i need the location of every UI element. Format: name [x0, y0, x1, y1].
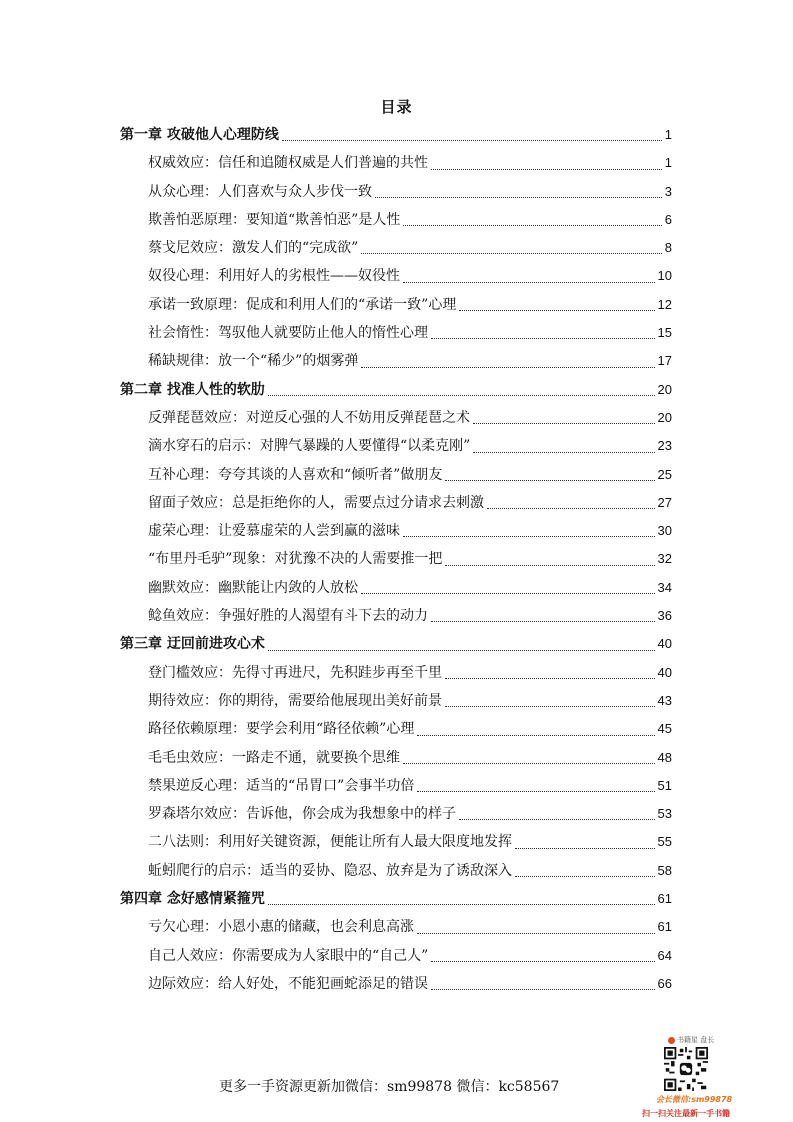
toc-chapter-entry[interactable] [120, 376, 672, 404]
brand-logo-icon [668, 1037, 675, 1044]
toc-chapter-entry[interactable] [120, 121, 672, 149]
toc-entry-label: “布里丹毛驴”现象：对犹豫不决的人需要推一把 [148, 551, 443, 568]
toc-entry-label: 稀缺规律：放一个“稀少”的烟雾弹 [148, 353, 359, 370]
toc-dot-leader [375, 197, 662, 198]
toc-section-entry[interactable] [120, 715, 672, 743]
toc-page-number: 6 [664, 211, 672, 227]
toc-entry-label: 二八法则：利用好关键资源，便能让所有人最大限度地发挥 [148, 834, 512, 851]
toc-entry-label: 禁果逆反心理：适当的“吊胃口”会事半功倍 [148, 777, 415, 794]
toc-page-number: 3 [664, 183, 672, 199]
toc-section-entry[interactable] [120, 489, 672, 517]
toc-page-number: 48 [657, 749, 672, 765]
toc-entry-label: 自己人效应：你需要成为人家眼中的“自己人” [148, 947, 429, 964]
toc-page-number: 66 [657, 975, 672, 991]
toc-section-entry[interactable] [120, 828, 672, 856]
toc-section-entry[interactable] [120, 800, 672, 828]
toc-dot-leader [431, 621, 655, 622]
toc-page-number: 58 [657, 862, 672, 878]
toc-page-number: 51 [657, 777, 672, 793]
toc-entry-label: 路径依赖原理：要学会利用“路径依赖”心理 [148, 721, 415, 738]
toc-page-number: 36 [657, 608, 672, 624]
toc-section-entry[interactable] [120, 404, 672, 432]
toc-dot-leader [431, 989, 655, 990]
toc-dot-leader [459, 310, 654, 311]
qr-header [668, 1035, 714, 1045]
toc-section-entry[interactable] [120, 970, 672, 998]
toc-dot-leader [431, 169, 662, 170]
toc-chapter-entry[interactable] [120, 630, 672, 658]
toc-section-entry[interactable] [120, 602, 672, 630]
toc-entry-label: 第二章 找准人性的软肋 [120, 381, 265, 398]
toc-section-entry[interactable] [120, 942, 672, 970]
toc-entry-label: 第一章 攻破他人心理防线 [120, 127, 279, 143]
toc-section-entry[interactable] [120, 206, 672, 234]
qr-wechat-label: 会长微信:sm99878 [656, 1095, 733, 1104]
toc-section-entry[interactable] [120, 432, 672, 460]
toc-entry-label: 滴水穿石的启示：对脾气暴躁的人要懂得“以柔克刚” [148, 438, 471, 455]
footer-contact-text: 更多一手资源更新加微信：sm99878 微信：kc58567 [219, 1079, 560, 1095]
toc-page-number: 12 [657, 296, 672, 312]
toc-entry-label: 留面子效应：总是拒绝你的人，需要点过分请求去刺激 [148, 494, 484, 511]
toc-dot-leader [282, 140, 662, 141]
toc-dot-leader [403, 282, 655, 283]
toc-page-number: 64 [657, 947, 672, 963]
toc-section-entry[interactable] [120, 262, 672, 290]
qr-scan-label: 扫一扫关注最新一手书籍 [642, 1109, 730, 1118]
toc-section-entry[interactable] [120, 461, 672, 489]
toc-section-entry[interactable] [120, 178, 672, 206]
toc-entry-label: 鲶鱼效应：争强好胜的人渴望有斗下去的动力 [148, 608, 428, 625]
toc-entry-label: 幽默效应：幽默能让内敛的人放松 [148, 579, 358, 596]
toc-dot-leader [268, 904, 655, 905]
toc-dot-leader [417, 791, 654, 792]
toc-dot-leader [268, 395, 655, 396]
toc-page-number: 32 [657, 551, 672, 567]
toc-dot-leader [445, 480, 654, 481]
toc-entry-label: 第四章 念好感情紧箍咒 [120, 891, 265, 908]
toc-entry-label: 登门槛效应：先得寸再进尺，先积跬步再至千里 [148, 664, 442, 681]
toc-page-number: 20 [657, 381, 672, 397]
qr-header-label: 书籍星 盘长 [677, 1036, 715, 1044]
toc-entry-label: 蔡戈尼效应：激发人们的“完成欲” [148, 240, 359, 257]
toc-page-number: 55 [657, 834, 672, 850]
toc-dot-leader [445, 678, 655, 679]
toc-dot-leader [417, 933, 655, 934]
toc-entry-label: 毛毛虫效应：一路走不通，就要换个思维 [148, 749, 400, 766]
toc-section-entry[interactable] [120, 913, 672, 941]
toc-dot-leader [431, 961, 654, 962]
toc-page-number: 10 [657, 268, 672, 284]
toc-dot-leader [473, 452, 654, 453]
page-title: 目录 [380, 98, 413, 116]
toc-page-number: 17 [657, 353, 672, 369]
toc-section-entry[interactable] [120, 149, 672, 177]
toc-section-entry[interactable] [120, 772, 672, 800]
toc-entry-label: 反弹琵琶效应：对逆反心强的人不妨用反弹琵琶之术 [148, 409, 470, 426]
toc-section-entry[interactable] [120, 687, 672, 715]
toc-entry-label: 奴役心理：利用好人的劣根性——奴役性 [148, 268, 400, 285]
toc-entry-label: 虚荣心理：让爱慕虚荣的人尝到赢的滋味 [148, 523, 400, 540]
toc-dot-leader [361, 367, 654, 368]
toc-entry-label: 期待效应：你的期待，需要给他展现出美好前景 [148, 692, 442, 709]
toc-page-number: 34 [657, 579, 672, 595]
toc-page-number: 61 [657, 891, 672, 907]
toc-dot-leader [361, 593, 655, 594]
toc-section-entry[interactable] [120, 857, 672, 885]
toc-dot-leader [431, 338, 655, 339]
toc-page-number: 1 [664, 127, 672, 142]
toc-section-entry[interactable] [120, 347, 672, 375]
toc-page-number: 25 [657, 466, 672, 482]
toc-dot-leader [473, 423, 655, 424]
toc-entry-label: 亏欠心理：小恩小惠的储藏，也会利息高涨 [148, 919, 414, 936]
toc-page-number: 27 [657, 494, 672, 510]
toc-page-number: 40 [657, 636, 672, 652]
toc-dot-leader [515, 848, 655, 849]
toc-entry-label: 欺善怕恶原理：要知道“欺善怕恶”是人性 [148, 211, 401, 228]
toc-section-entry[interactable] [120, 517, 672, 545]
toc-dot-leader [403, 225, 661, 226]
toc-page-number: 43 [657, 692, 672, 708]
toc-entry-label: 第三章 迂回前进攻心术 [120, 636, 265, 653]
toc-page-number: 8 [664, 240, 672, 256]
toc-section-entry[interactable] [120, 545, 672, 573]
toc-page-number: 30 [657, 523, 672, 539]
toc-chapter-entry[interactable] [120, 885, 672, 913]
table-of-contents [120, 121, 672, 998]
toc-entry-label: 边际效应：给人好处，不能犯画蛇添足的错误 [148, 975, 428, 992]
toc-entry-label: 权威效应：信任和追随权威是人们普遍的共性 [148, 155, 428, 172]
toc-entry-label: 罗森塔尔效应：告诉他，你会成为我想象中的样子 [148, 806, 456, 823]
toc-page-number: 1 [664, 155, 672, 171]
toc-section-entry[interactable] [120, 234, 672, 262]
toc-page-number: 15 [657, 325, 672, 341]
toc-page-number: 40 [657, 664, 672, 680]
toc-dot-leader [487, 508, 655, 509]
toc-dot-leader [403, 763, 655, 764]
toc-page-number: 45 [657, 721, 672, 737]
toc-page-number: 20 [657, 409, 672, 425]
toc-dot-leader [515, 876, 655, 877]
toc-entry-label: 社会惰性：驾驭他人就要防止他人的惰性心理 [148, 325, 428, 342]
toc-entry-label: 蚯蚓爬行的启示：适当的妥协、隐忍、放弃是为了诱敌深入 [148, 862, 512, 879]
toc-entry-label: 从众心理：人们喜欢与众人步伐一致 [148, 183, 372, 200]
qr-promo-widget [642, 1035, 762, 1120]
toc-dot-leader [403, 536, 655, 537]
toc-entry-label: 互补心理：夸夸其谈的人喜欢和“倾听者”做朋友 [148, 466, 443, 483]
toc-page-number: 53 [657, 806, 672, 822]
toc-entry-label: 承诺一致原理：促成和利用人们的“承诺一致”心理 [148, 296, 457, 313]
toc-page-number: 23 [657, 438, 672, 454]
toc-section-entry[interactable] [120, 744, 672, 772]
toc-section-entry[interactable] [120, 574, 672, 602]
toc-dot-leader [417, 735, 654, 736]
toc-dot-leader [459, 819, 655, 820]
toc-page-number: 61 [657, 919, 672, 935]
toc-section-entry[interactable] [120, 319, 672, 347]
qr-code-icon[interactable] [664, 1047, 708, 1091]
toc-section-entry[interactable] [120, 659, 672, 687]
toc-dot-leader [361, 253, 661, 254]
toc-dot-leader [268, 650, 655, 651]
toc-section-entry[interactable] [120, 291, 672, 319]
toc-dot-leader [445, 565, 654, 566]
toc-dot-leader [445, 706, 655, 707]
